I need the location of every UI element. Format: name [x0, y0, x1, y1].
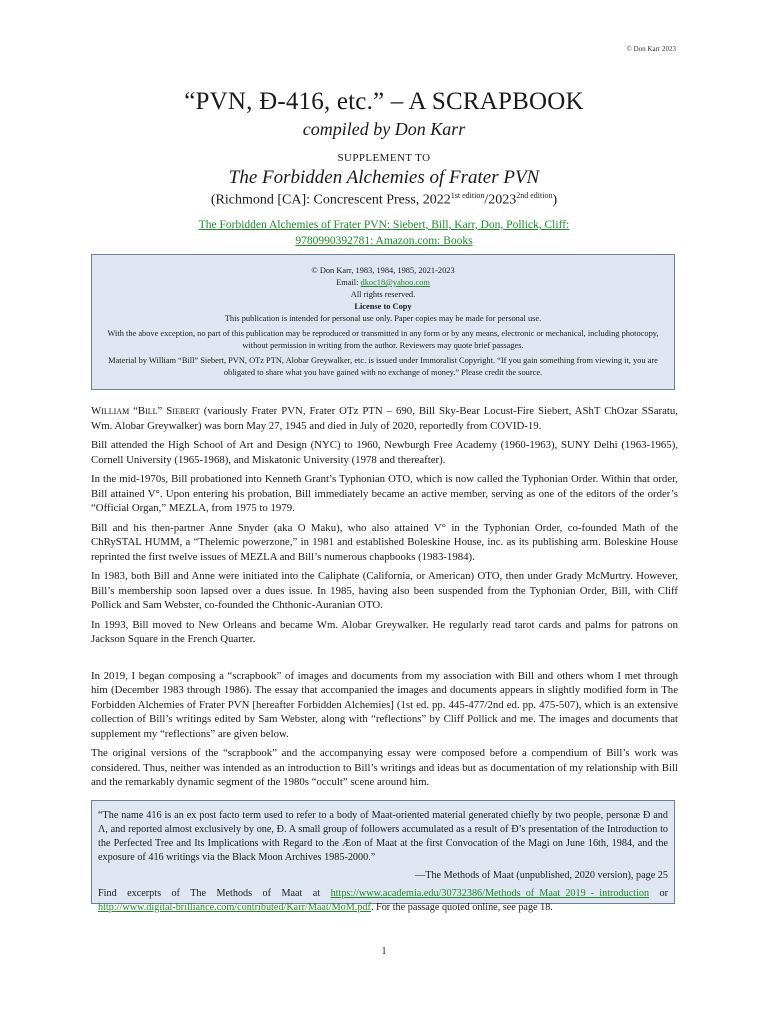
license-line-3: Material by William “Bill” Siebert, PVN, OTz PTN, Alobar Greywalker, etc. is issued under Immoralist Copyright. “If you gain something from viewing it, you are obligated to share what you have gained with no exchange of money.” Please credit the source. [108, 356, 658, 377]
paragraph-8: The original versions of the “scrapbook” and the accompanying essay were composed before a compendium of Bill’s work was considered. Thus, neither was intended as an introduction to Bill’s writings and ideas but as documentation of my relationship with Bill and the remarkably dynamic segment of the 1980s “occult” scene around him. [91, 747, 678, 788]
book-title: The Forbidden Alchemies of Frater PVN [228, 167, 540, 188]
find-prefix: Find excerpts of The Methods of Maat at [98, 888, 331, 899]
maat-quote: “The name 416 is an ex post facto term used to refer to a body of Maat-oriented material generated chiefly by two people, personæ Ð and Ʌ, and reported almost exclusively by one, Ð. A small group of followers accumulated as a result of Ð’s presentation of the Introduction to the Perfected Tree and Its Implications with Regard to the Æon of Maat at the first Convocation of the Magi on June 16th, 1984, and the exposure of 416 writings via the Black Moon Archives 1985-2000.” [98, 810, 668, 863]
license-rights: All rights reserved. [350, 290, 416, 299]
document-title: “PVN, Ð-416, etc.” – A SCRAPBOOK [184, 88, 584, 115]
email-link[interactable]: dkoc18@yahoo.com [360, 278, 430, 287]
paragraph-3: In the mid-1970s, Bill probationed into Kenneth Grant’s Typhonian OTO, which is now called the Typhonian Order. Within that order, Bill attained V°. Upon entering his probation, Bill immediately became an active member, serving as one of the editors of the order’s “Official Organ,” MEZLA, from 1975 to 1979. [91, 473, 678, 514]
amazon-link-line-2[interactable]: 9780990392781: Amazon.com: Books [295, 235, 473, 247]
publication-info [0, 191, 768, 209]
corner-copyright: © Don Karr 2023 [626, 45, 676, 53]
paragraph-6: In 1993, Bill moved to New Orleans and became Wm. Alobar Greywalker. He regularly read tarot cards and palms for patrons on Jackson Square in the French Quarter. [91, 618, 678, 645]
paragraph-2: Bill attended the High School of Art and Design (NYC) to 1960, Newburgh Free Academy (1960-1963), SUNY Delhi (1963-1965), Cornell University (1965-1968), and Miskatonic University (1978 and thereafter). [91, 439, 678, 466]
quote-box [91, 800, 675, 913]
amazon-link-line-1[interactable]: The Forbidden Alchemies of Frater PVN: Siebert, Bill, Karr, Don, Pollick, Cliff: [198, 219, 570, 231]
license-line-1: This publication is intended for personal use only. Paper copies may be made for personal use. [224, 314, 542, 323]
license-copyright: © Don Karr, 1983, 1984, 1985, 2021-2023 [311, 266, 455, 275]
pub-mid: /2023 [484, 192, 517, 208]
subject-name: William “Bill” Siebert [91, 405, 200, 417]
quote-attribution: —The Methods of Maat (unpublished, 2020 version), page 25 [415, 870, 668, 881]
digital-brilliance-link[interactable]: http://www.digital-brilliance.com/contributed/Karr/Maat/MoM.pdf [98, 902, 371, 913]
paragraph-5: In 1983, both Bill and Anne were initiated into the Caliphate (California, or American) OTO, then under Grady McMurtry. However, Bill’s membership soon lapsed over a dues issue. In 1985, having also been suspended from the Typhonian Order, Bill, with Cliff Pollick and Sam Webster, co-founded the Chthonic-Auranian OTO. [91, 570, 678, 611]
license-email-line [106, 277, 660, 289]
academia-link[interactable]: https://www.academia.edu/30732386/Methods_of_Maat_2019_-_introduction [330, 888, 650, 899]
paragraph-4: Bill and his then-partner Anne Snyder (aka O Maku), who also attained V° in the Typhonian Order, co-founded Math of the ChRySTAL HUMM, a “Thelemic powerzone,” in 1981 and established Boleskine House, inc. as its publishing arm. Boleskine House reprinted the first twelve issues of MEZLA and Bill’s numerous chapbooks (1983-1984). [91, 521, 678, 563]
license-box [91, 254, 675, 390]
excerpt-links [98, 887, 668, 915]
email-label: Email: [336, 278, 361, 287]
license-line-2: With the above exception, no part of this publication may be reproduced or transmitted in any form or by any means, electronic or mechanical, including photocopy, without permission in writing from the author. Reviewers may quote brief passages. [107, 329, 659, 350]
license-heading: License to Copy [354, 302, 412, 311]
page-number: 1 [381, 946, 387, 957]
paragraph-7: In 2019, I began composing a “scrapbook” of images and documents from my association with Bill and others whom I met through him (December 1983 through 1986). The essay that accompanied the images and documents appears in slightly modified form in The Forbidden Alchemies of Frater PVN [hereafter Forbidden Alchemies] (1st ed. pp. 445-477/2nd ed. pp. 475-507), which is an extensive collection of Bill’s writings edited by Sam Webster, along with “reflections” by Cliff Pollick and me. The images and documents that supplement my “reflections” are given below. [91, 669, 678, 740]
pub-prefix: (Richmond [CA]: Concrescent Press, 2022 [210, 192, 451, 208]
amazon-link[interactable] [150, 217, 618, 249]
paragraph-1-rest: (variously Frater PVN, Frater OTz PTN – 690, Bill Sky-Bear Locust-Fire Siebert, AShT ChOzar SSaratu, Wm. Alobar Greywalker) was born May 27, 1945 and died in July of 2020, reportedly from COVID-19. [91, 405, 679, 432]
body-text [91, 404, 678, 795]
pub-edition-2: 2nd edition [516, 191, 553, 200]
paragraph-1 [91, 404, 678, 433]
or-text: or [649, 888, 668, 899]
pub-suffix: ) [552, 192, 558, 208]
document-subtitle: compiled by Don Karr [302, 119, 466, 139]
pub-edition-1: 1st edition [450, 191, 485, 200]
supplement-label: SUPPLEMENT TO [337, 152, 431, 164]
links-suffix: . For the passage quoted online, see page 18. [370, 902, 553, 913]
